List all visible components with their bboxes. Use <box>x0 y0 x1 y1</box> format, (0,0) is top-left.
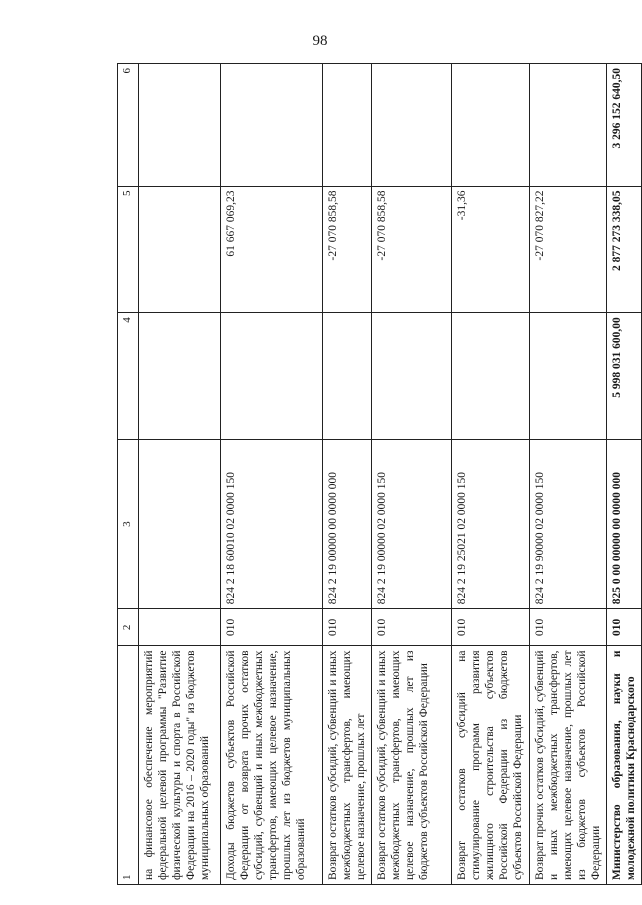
table-container <box>117 63 637 885</box>
header-col-5: 5 <box>118 186 139 313</box>
header-col-6: 6 <box>118 64 139 187</box>
row-code: 824 2 18 60010 02 0000 150 <box>221 439 323 608</box>
row-name: Возврат остатков субсидий на стимулирование программ развития жилищного строительства субъектов Российской Федерации из бюджетов субъектов Российской Федерации <box>452 646 530 885</box>
header-col-2: 2 <box>118 609 139 646</box>
table-row <box>323 64 372 885</box>
table-row-ministry-total <box>607 64 642 885</box>
row-actual: -27 070 827,22 <box>530 186 607 313</box>
row-code: 824 2 19 90000 02 0000 150 <box>530 439 607 608</box>
row-code: 824 2 19 00000 02 0000 150 <box>372 439 452 608</box>
row-code: 824 2 19 00000 00 0000 000 <box>323 439 372 608</box>
row-admin: 010 <box>372 609 452 646</box>
row-actual: -27 070 858,58 <box>372 186 452 313</box>
row-admin: 010 <box>530 609 607 646</box>
table-row <box>452 64 530 885</box>
table-row <box>372 64 452 885</box>
row-name: Возврат остатков субсидий, субвенций и иных межбюджетных трансфертов, имеющих целевое назначение, прошлых лет из бюджетов субъектов Российской Федерации <box>372 646 452 885</box>
row-extra <box>139 64 221 187</box>
row-code <box>139 439 221 608</box>
row-admin: 010 <box>221 609 323 646</box>
row-name: Возврат прочих остатков субсидий, субвенций и иных межбюджетных трансфертов, имеющих целевое назначение, прошлых лет из бюджетов субъектов Российской Федерации <box>530 646 607 885</box>
table-row <box>139 64 221 885</box>
row-plan <box>139 313 221 440</box>
row-code: 825 0 00 00000 00 0000 000 <box>607 439 642 608</box>
row-extra <box>372 64 452 187</box>
table-row <box>221 64 323 885</box>
row-actual <box>139 186 221 313</box>
row-code: 824 2 19 25021 02 0000 150 <box>452 439 530 608</box>
row-admin: 010 <box>607 609 642 646</box>
row-name: Министерство образования, науки и молодежной политики Краснодарского <box>607 646 642 885</box>
header-col-3: 3 <box>118 439 139 608</box>
row-plan <box>530 313 607 440</box>
row-extra <box>452 64 530 187</box>
row-extra <box>530 64 607 187</box>
row-actual: 2 877 273 338,05 <box>607 186 642 313</box>
table-row <box>530 64 607 885</box>
row-admin: 010 <box>323 609 372 646</box>
row-name: Возврат остатков субсидий, субвенций и иных межбюджетных трансфертов, имеющих целевое назначение, прошлых лет <box>323 646 372 885</box>
rotated-table <box>117 63 637 885</box>
header-col-1: 1 <box>118 646 139 885</box>
table-header-row <box>118 64 139 885</box>
page-number: 98 <box>312 33 328 49</box>
budget-table <box>117 63 642 885</box>
row-name: на финансовое обеспечение мероприятий федеральной целевой программы "Развитие физической культуры и спорта в Российской Федерации на 2016 – 2020 годы" из бюджетов муниципальных образований <box>139 646 221 885</box>
row-plan <box>372 313 452 440</box>
row-name: Доходы бюджетов субъектов Российской Федерации от возврата прочих остатков субсидий, субвенций и иных межбюджетных трансфертов, имеющих целевое назначение, прошлых лет из бюджетов муниципальных образований <box>221 646 323 885</box>
row-extra <box>221 64 323 187</box>
header-col-4: 4 <box>118 313 139 440</box>
row-plan: 5 998 031 600,00 <box>607 313 642 440</box>
row-plan <box>323 313 372 440</box>
row-admin: 010 <box>452 609 530 646</box>
row-extra: 3 296 152 640,50 <box>607 64 642 187</box>
row-plan <box>221 313 323 440</box>
row-actual: -31,36 <box>452 186 530 313</box>
row-actual: 61 667 069,23 <box>221 186 323 313</box>
row-actual: -27 070 858,58 <box>323 186 372 313</box>
row-plan <box>452 313 530 440</box>
row-admin <box>139 609 221 646</box>
row-extra <box>323 64 372 187</box>
